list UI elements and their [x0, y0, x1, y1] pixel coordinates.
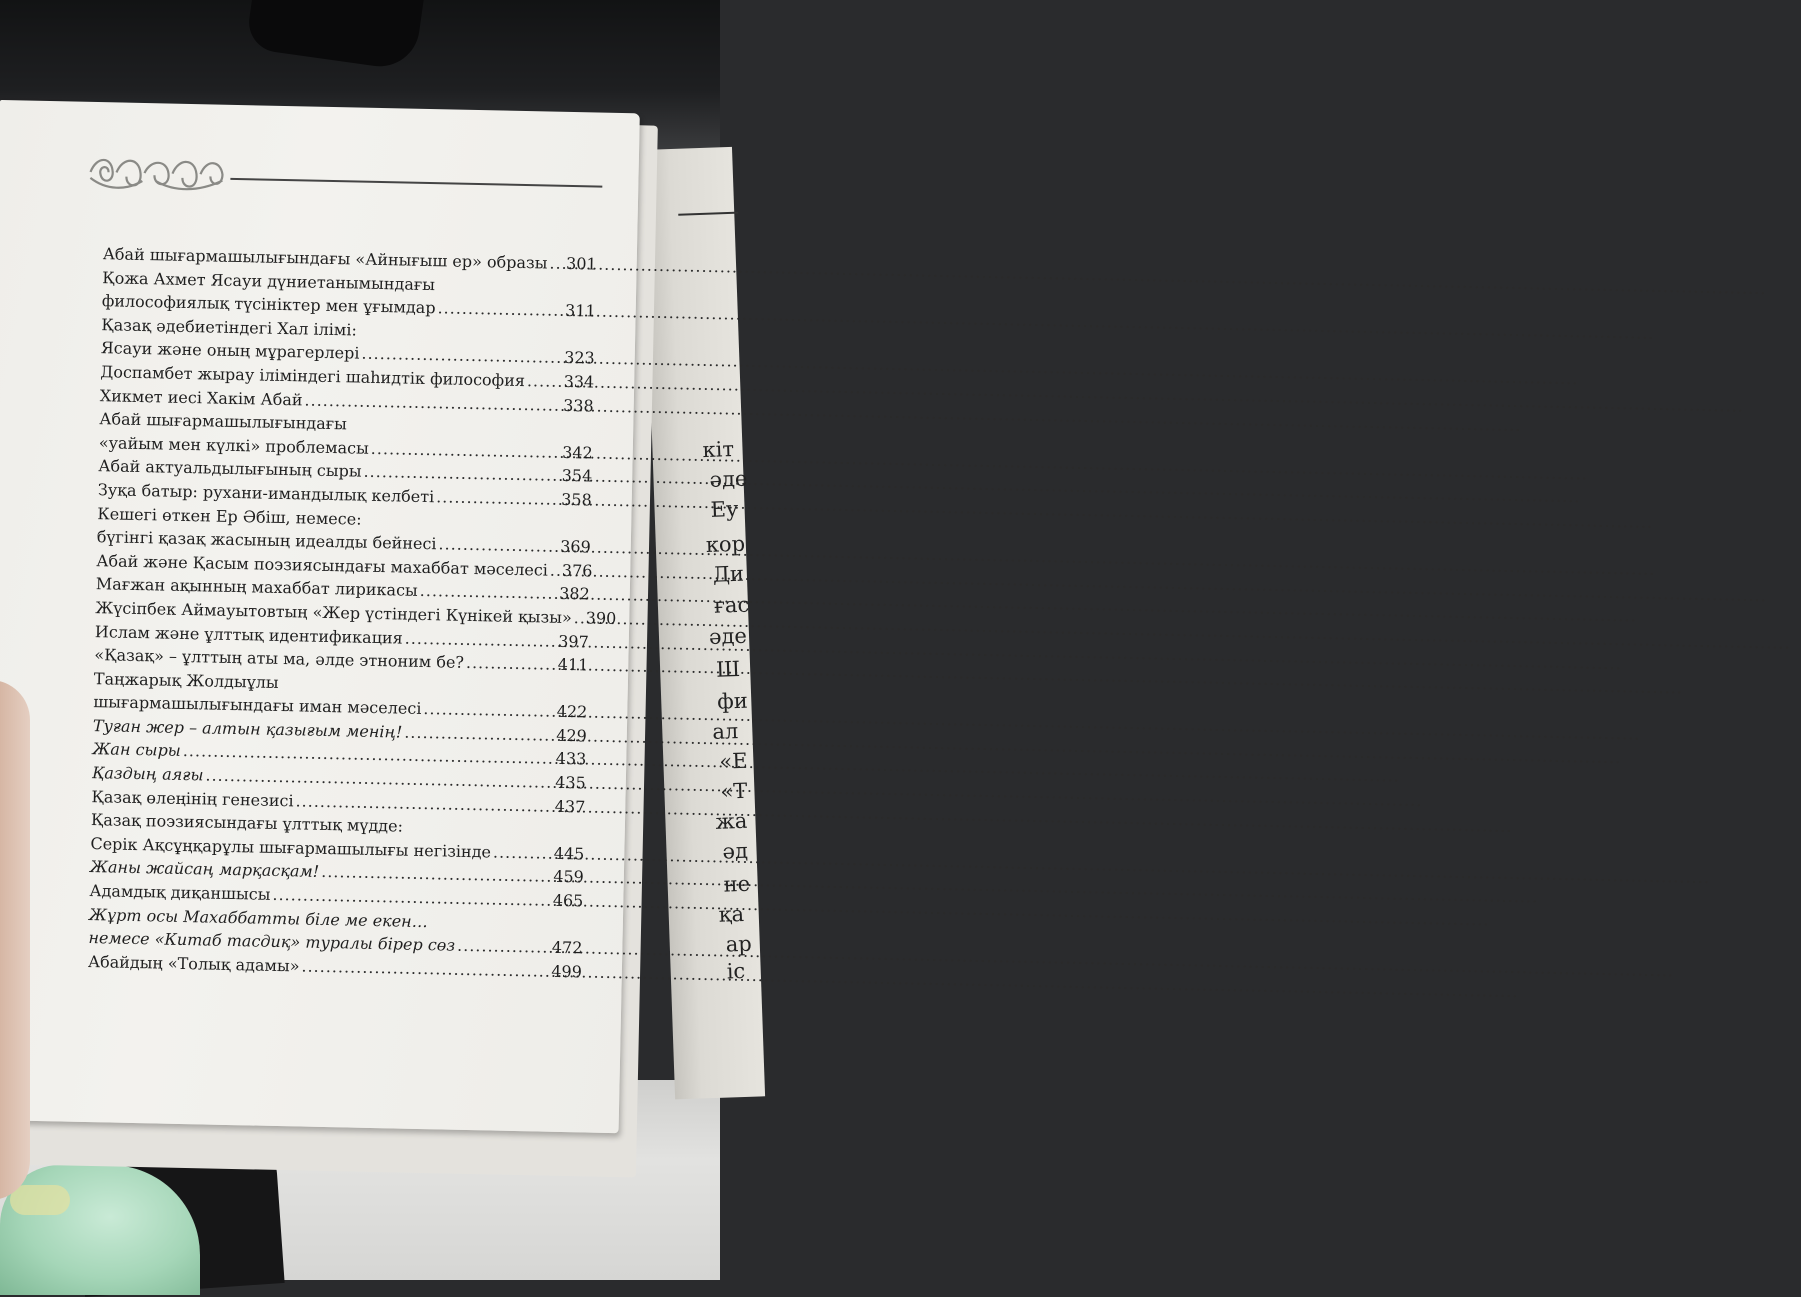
- toc-title: Абай шығармашылығындағы «Айнығыш ер» образы: [102, 244, 548, 273]
- toc-title: немесе «Китаб тасдиқ» туралы бірер сөз: [88, 928, 456, 955]
- right-page-fragment: «Т: [720, 778, 748, 804]
- right-page-fragment: не: [723, 871, 751, 897]
- toc-title: Адамдық диқаншысы: [89, 881, 271, 904]
- toc-page-number: 354: [561, 466, 593, 486]
- toc-leader-dots: [423, 697, 555, 723]
- ornament-icon: [86, 152, 227, 195]
- right-page-fragment: Еу: [710, 496, 739, 522]
- toc-page-number: 433: [555, 749, 587, 769]
- right-page-rule: [678, 212, 738, 216]
- toc-leader-dots: [466, 651, 556, 676]
- right-page-fragment: жа: [715, 808, 748, 834]
- toc-title: Қаздың аяғы: [91, 763, 204, 785]
- toc-page-number: 376: [561, 560, 593, 581]
- toc-leader-dots: [438, 532, 558, 558]
- toc-page-number: 338: [562, 395, 594, 416]
- toc-page-number: 411: [557, 654, 589, 675]
- toc-title: Серік Ақсұңқарұлы шығармашылығы негізінде: [90, 833, 492, 862]
- toc-page-number: 437: [554, 796, 586, 817]
- toc-title: «уайым мен күлкі» проблемасы: [98, 432, 370, 458]
- toc-title: Жүсіпбек Аймауытовтың «Жер үстіндегі Күнікей қызы»: [95, 598, 572, 627]
- toc-title: Таңжарық Жолдыұлы: [93, 668, 279, 692]
- right-page-fragment: іс: [726, 958, 746, 984]
- toc-page-number: 422: [556, 702, 588, 722]
- toc-title: Зуқа батыр: рухани-имандылық келбеті: [97, 480, 435, 507]
- toc-title: Жан сыры: [92, 739, 182, 761]
- toc-title: Ислам және ұлттық идентификация: [94, 621, 403, 648]
- toc-page-number: 397: [558, 631, 589, 651]
- toc-title: Абай шығармашылығындағы: [99, 409, 348, 434]
- toc-title: Ясауи және оның мұрагерлері: [100, 338, 360, 363]
- toc-leader-dots: [457, 934, 550, 960]
- toc-title: философиялық түсініктер мен ұғымдар: [101, 291, 436, 318]
- toc-leader-dots: [549, 252, 564, 276]
- right-page-fragment: Ди: [712, 561, 745, 587]
- thumb: [0, 680, 30, 1200]
- toc-title: Қазақ поэзиясындағы ұлттық мүдде:: [90, 810, 404, 836]
- toc-page-number: 382: [559, 584, 590, 604]
- toc-page-number: 499: [551, 961, 583, 982]
- toc-page-number: 465: [552, 890, 584, 911]
- toc-title: Қазақ өлеңінің генезисі: [91, 786, 294, 810]
- header-rule: [230, 178, 602, 188]
- toc-title: «Қазақ» – ұлттың аты ма, әлде этноним бе?: [94, 645, 465, 672]
- toc-page-number: 459: [553, 867, 585, 887]
- toc-title: шығармашылығындағы иман мәселесі: [93, 692, 422, 719]
- toc-leader-dots: [301, 954, 549, 983]
- toc-page-number: 445: [553, 843, 585, 864]
- table-of-contents: [87, 242, 617, 984]
- right-page-fragment: ал: [711, 719, 739, 744]
- right-page-fragment: қа: [718, 901, 745, 927]
- toc-page-number: 301: [565, 253, 597, 274]
- toc-title: Хикмет иесі Хакім Абай: [99, 385, 303, 409]
- right-page-fragment: әде: [708, 623, 748, 649]
- toc-title: бүгінгі қазақ жасының идеалды бейнесі: [96, 527, 437, 554]
- right-page-fragment: ар: [725, 931, 753, 957]
- toc-title: Абайдың «Толық адамы»: [87, 951, 300, 976]
- toc-title: Қазақ әдебиетіндегі Хал ілімі:: [101, 314, 358, 340]
- right-page-fragment: «Е: [718, 748, 748, 774]
- toc-page-number: 358: [561, 489, 592, 510]
- toc-leader-dots: [436, 485, 559, 511]
- toc-leader-dots: [419, 579, 557, 605]
- toc-title: Қожа Ахмет Ясауи дүниетанымындағы: [102, 267, 436, 294]
- toc-page-number: 472: [551, 937, 583, 958]
- toc-title: Мағжан ақынның махаббат лирикасы: [95, 574, 418, 601]
- book-page: [0, 100, 640, 1133]
- right-page-fragment: кор: [705, 531, 746, 558]
- toc-leader-dots: [404, 626, 556, 653]
- toc-title: Жұрт осы Махаббатты біле ме екен…: [88, 904, 428, 931]
- right-page-fragment: фи: [716, 688, 749, 714]
- toc-page-number: 435: [555, 772, 587, 793]
- toc-leader-dots: [493, 840, 552, 865]
- toc-page-number: 323: [563, 348, 595, 368]
- right-page-fragment: кіт: [702, 436, 735, 463]
- toc-title: Жаны жайсаң марқасқам!: [89, 857, 320, 882]
- toc-leader-dots: [404, 720, 554, 747]
- toc-title: Абай актуальдылығының сыры: [98, 456, 362, 481]
- toc-page-number: 429: [556, 725, 588, 746]
- right-page-fragment: ғас: [713, 592, 750, 618]
- toc-leader-dots: [437, 296, 563, 322]
- toc-page-number: 390: [585, 608, 617, 628]
- toc-page-number: 342: [562, 442, 593, 463]
- toc-title: Туған жер – алтын қазығым менің!: [92, 715, 403, 742]
- toc-title: Кешегі өткен Ер Әбіш, немесе:: [97, 503, 362, 529]
- toc-title: Абай және Қасым поэзиясындағы махаббат мәселесі: [96, 550, 549, 580]
- toc-leader-dots: [574, 606, 584, 630]
- right-page-fragment: әде: [709, 466, 748, 492]
- toc-page-number: 369: [560, 536, 591, 557]
- toc-leader-dots: [550, 558, 560, 582]
- toc-page-number: 311: [564, 301, 596, 321]
- toc-page-number: 334: [563, 371, 595, 392]
- toc-leader-dots: [527, 369, 562, 393]
- right-page-fragment: Ш: [715, 656, 741, 682]
- right-page-fragment: әд: [722, 838, 749, 864]
- toc-title: Доспамбет жырау іліміндегі шаһидтік философия: [100, 362, 526, 391]
- photo-scene: [0, 0, 753, 1279]
